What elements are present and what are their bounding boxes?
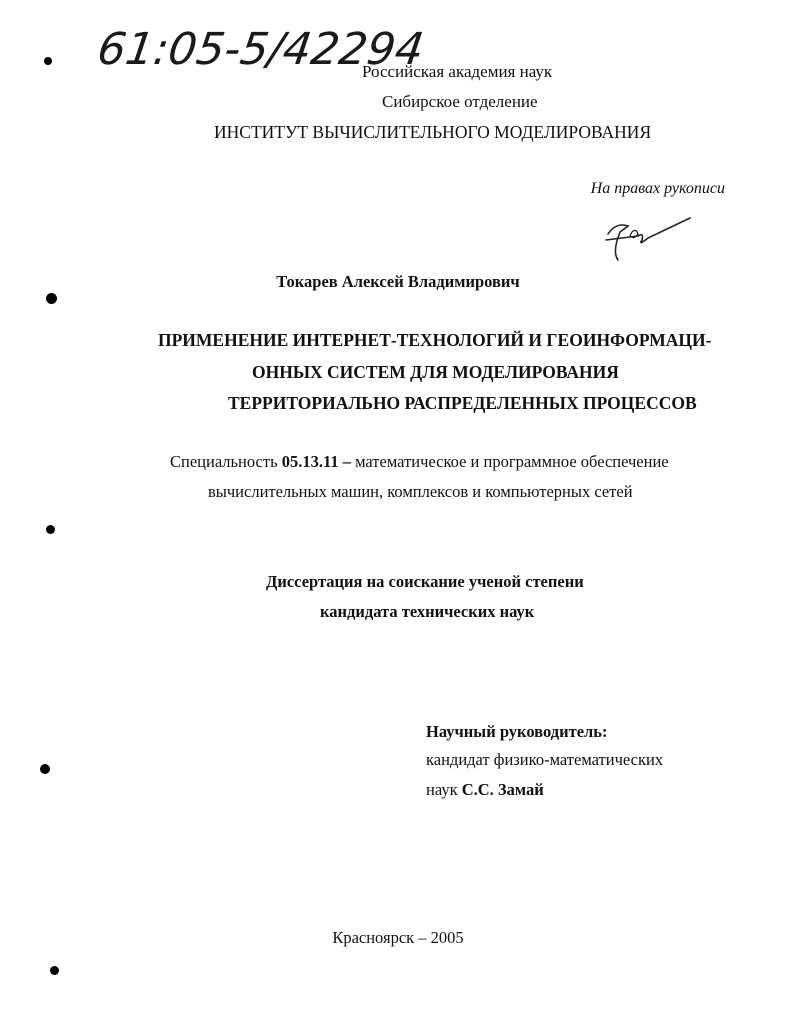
title-line-3: ТЕРРИТОРИАЛЬНО РАСПРЕДЕЛЕННЫХ ПРОЦЕССОВ (228, 393, 697, 413)
handwritten-archive-number (94, 6, 427, 86)
title-line-2: ОННЫХ СИСТЕМ ДЛЯ МОДЕЛИРОВАНИЯ (252, 362, 619, 382)
degree-line-2: кандидата технических наук (320, 602, 535, 621)
advisor-title: кандидат физико-математических (426, 750, 664, 769)
scan-mark (50, 966, 59, 975)
scan-mark (46, 293, 57, 304)
scan-mark (40, 764, 50, 774)
advisor-line-2 (426, 780, 544, 800)
archive-number-text: 61:05-5/42294 (94, 24, 427, 75)
city-year: Красноярск – 2005 (332, 928, 464, 947)
rights-note: На правах рукописи (590, 180, 725, 197)
scan-mark (46, 525, 55, 534)
handwritten-archive-number-drawing (94, 6, 427, 86)
signature-image (598, 212, 698, 268)
advisor-heading: Научный руководитель: (426, 722, 608, 741)
institute-name: ИНСТИТУТ ВЫЧИСЛИТЕЛЬНОГО МОДЕЛИРОВАНИЯ (214, 122, 652, 142)
scan-mark (44, 57, 52, 65)
academy-name: Российская академия наук (362, 62, 553, 81)
degree-line-1: Диссертация на соискание ученой степени (266, 572, 584, 591)
author-name: Токарев Алексей Владимирович (276, 272, 520, 291)
specialty-line-1 (170, 452, 669, 472)
specialty-description: математическое и программное обеспечение (350, 452, 669, 471)
branch-name: Сибирское отделение (382, 92, 538, 111)
specialty-line-2: вычислительных машин, комплексов и компьютерных сетей (208, 482, 633, 501)
specialty-code: 05.13.11 – (281, 452, 351, 471)
specialty-prefix: Специальность (170, 452, 282, 471)
advisor-title-suffix: наук (426, 780, 462, 799)
title-line-1: ПРИМЕНЕНИЕ ИНТЕРНЕТ-ТЕХНОЛОГИЙ И ГЕОИНФОРМАЦИ- (158, 330, 712, 350)
advisor-name: С.С. Замай (461, 780, 544, 799)
